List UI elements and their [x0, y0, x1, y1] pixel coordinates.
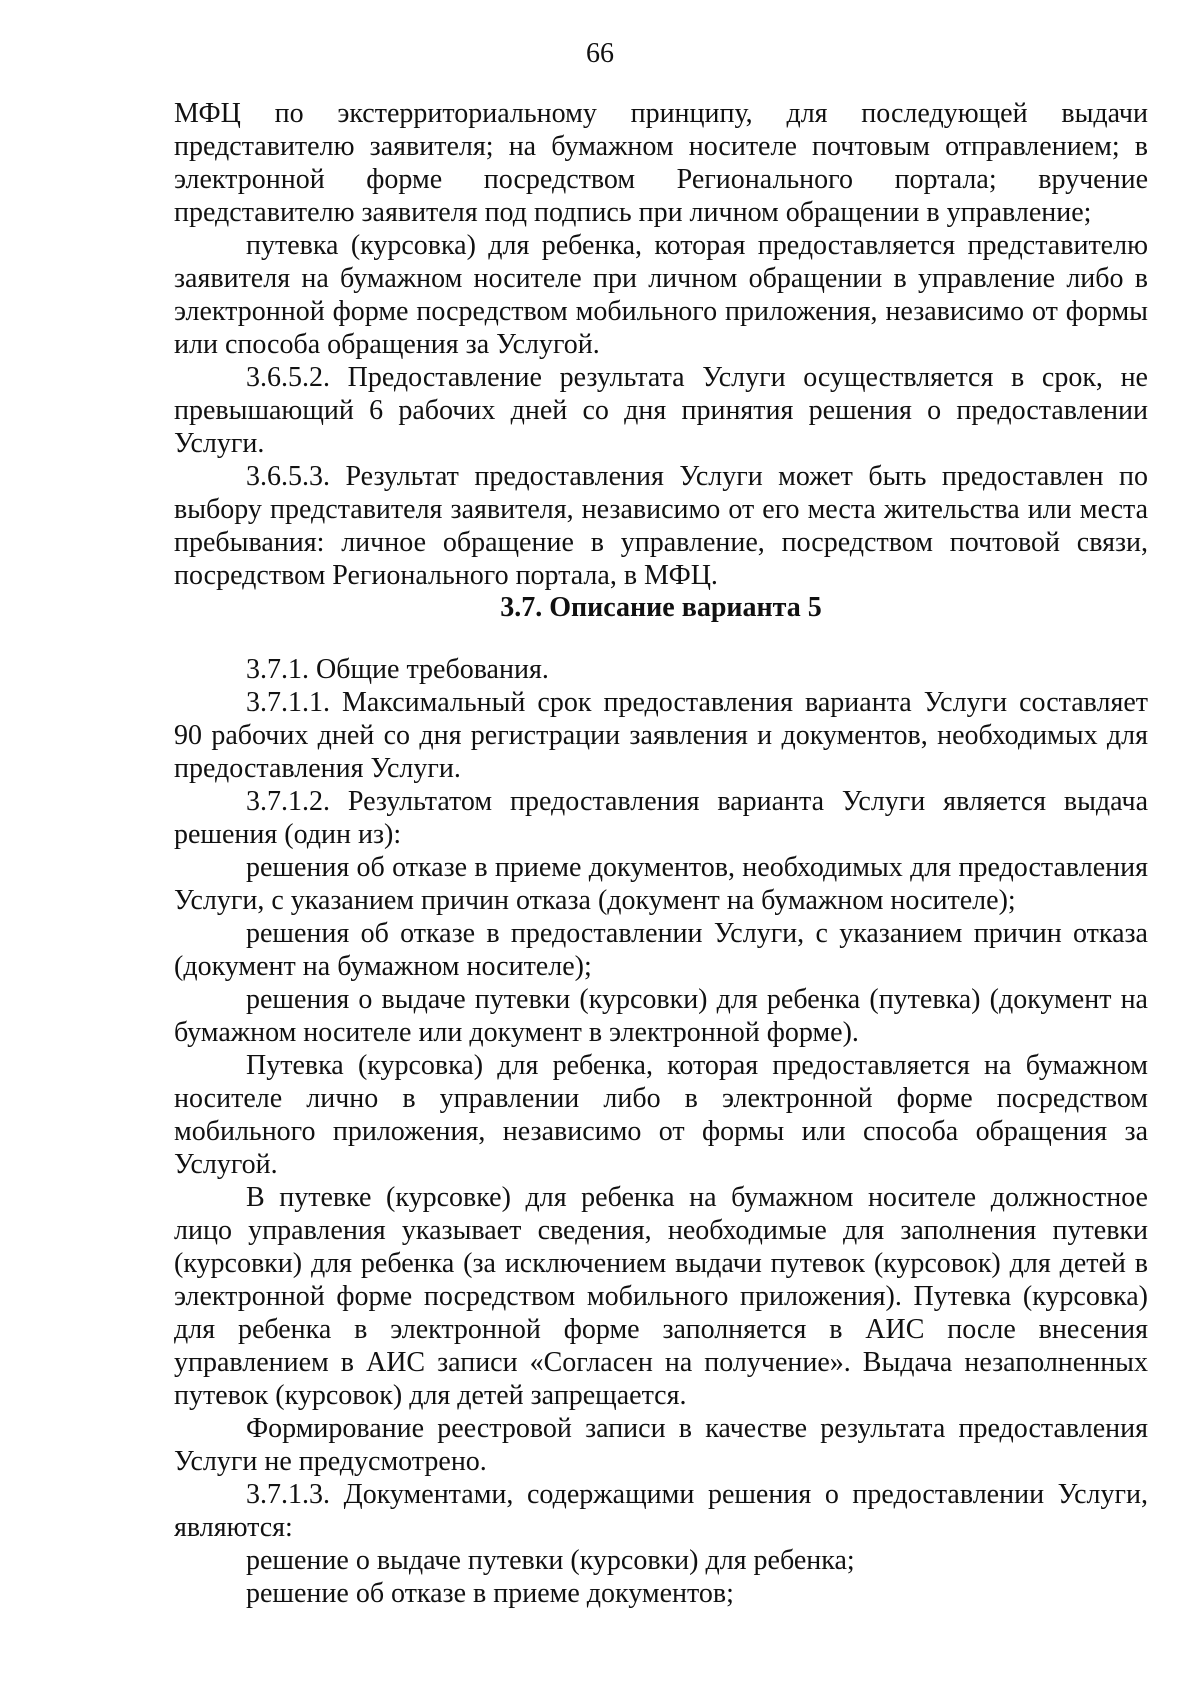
intro-text-block	[174, 97, 1148, 592]
paragraph: 3.7.1. Общие требования.	[246, 654, 549, 685]
paragraph: Формирование реестровой записи в качестве результата предоставления Услуги не предусмотрено.	[174, 1413, 1148, 1477]
paragraph: МФЦ по экстерриториальному принципу, для последующей выдачи представителю заявителя; на бумажном носителе почтовым отправлением; в электронной форме посредством Регионального портала; вручение представителю заявителя под подпись при личном обращении в управление;	[174, 98, 1148, 228]
list-item: решение об отказе в приеме документов;	[246, 1578, 734, 1609]
paragraph: 3.7.1.3. Документами, содержащими решения о предоставлении Услуги, являются:	[174, 1479, 1148, 1543]
paragraph: Путевка (курсовка) для ребенка, которая предоставляется на бумажном носителе лично в управлении либо в электронной форме посредством мобильного приложения, независимо от формы или способа обращения за Услугой.	[174, 1050, 1148, 1180]
list-item: решения о выдаче путевки (курсовки) для ребенка (путевка) (документ на бумажном носителе или документ в электронной форме).	[174, 984, 1148, 1048]
list-item: решения об отказе в предоставлении Услуги, с указанием причин отказа (документ на бумажном носителе);	[174, 918, 1148, 982]
page-number: 66	[586, 38, 614, 69]
paragraph: путевка (курсовка) для ребенка, которая предоставляется представителю заявителя на бумажном носителе при личном обращении в управление либо в электронной форме посредством мобильного приложения, независимо от формы или способа обращения за Услугой.	[174, 230, 1148, 360]
paragraph: В путевке (курсовке) для ребенка на бумажном носителе должностное лицо управления указывает сведения, необходимые для заполнения путевки (курсовки) для ребенка (за исключением выдачи путевок (курсовок) для детей в электронной форме посредством мобильного приложения). Путевка (курсовка) для ребенка в электронной форме заполняется в АИС после внесения управлением в АИС записи «Согласен на получение». Выдача незаполненных путевок (курсовок) для детей запрещается.	[174, 1182, 1148, 1411]
section-text-block	[174, 653, 1148, 1610]
paragraph: 3.6.5.3. Результат предоставления Услуги может быть предоставлен по выбору представителя заявителя, независимо от его места жительства или места пребывания: личное обращение в управление, посредством почтовой связи, посредством Регионального портала, в МФЦ.	[174, 461, 1148, 591]
paragraph: 3.7.1.2. Результатом предоставления варианта Услуги является выдача решения (один из):	[174, 786, 1148, 850]
list-item: решения об отказе в приеме документов, необходимых для предоставления Услуги, с указанием причин отказа (документ на бумажном носителе);	[174, 852, 1148, 916]
list-item: решение о выдаче путевки (курсовки) для ребенка;	[246, 1545, 855, 1576]
paragraph: 3.7.1.1. Максимальный срок предоставления варианта Услуги составляет 90 рабочих дней со дня регистрации заявления и документов, необходимых для предоставления Услуги.	[174, 687, 1148, 784]
paragraph: 3.6.5.2. Предоставление результата Услуги осуществляется в срок, не превышающий 6 рабочих дней со дня принятия решения о предоставлении Услуги.	[174, 362, 1148, 459]
section-heading: 3.7. Описание варианта 5	[500, 592, 822, 623]
